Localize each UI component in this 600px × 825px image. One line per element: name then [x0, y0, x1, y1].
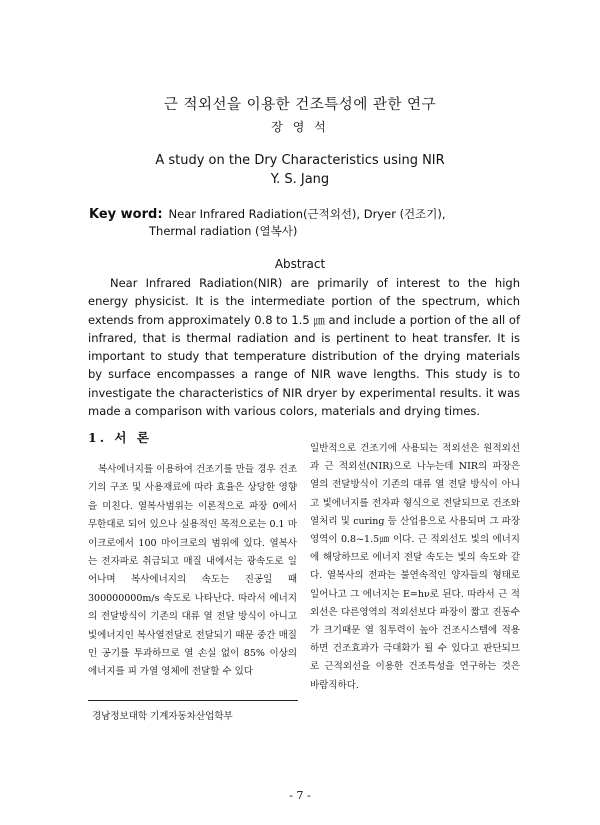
- paper-title-english: A study on the Dry Characteristics using NIR: [155, 153, 445, 168]
- intro-left-column: 복사에너지를 이용하여 건조기를 만들 경우 건조기의 구조 및 사용재료에 따라 효율은 상당한 영향을 미친다. 열복사범위는 이론적으로 파장 0에서 무한대로 되어 있으나 실용적인 목적으로는 0.1 마이크로에서 100 마이크로의 범위에 있다. 열복사는 전자파로 취급되고 매질 내에서는 광속도로 일어나며 복사에너지의 속도는 진공일 때 300000000m/s 속도로 나타난다. 따라서 에너지의 전달방식이 기존의 대류 열 전달 방식이 아니고 빛에너지인 복사열전달로 전달되기 때문 중간 매질인 공기를 투과하므로 열 손실 없이 85% 이상의 에너지를 피 가열 영체에 전달할 수 있다: [88, 464, 297, 678]
- abstract-heading: Abstract: [274, 257, 326, 271]
- keywords-label: Key word:: [89, 207, 163, 222]
- author-name-english: Y. S. Jang: [270, 172, 330, 187]
- keywords-block: [89, 206, 529, 240]
- paper-title-korean: 근 적외선을 이용한 건조특성에 관한 연구: [163, 97, 437, 113]
- keywords-line-1: [89, 206, 529, 223]
- section-heading-introduction: 1. 서 론: [88, 430, 152, 445]
- intro-right-column: 일반적으로 건조기에 사용되는 적외선은 원적외선과 근 적외선(NIR)으로 나누는데 NIR의 파장은 열의 전달방식이 기존의 대류 열 전달 방식이 아니고 빛에너지를 전자파 형식으로 전달되므로 건조와 열처리 및 curing 등 산업용으로 사용되며 그 파장 영역이 0.8~1.5㎛ 이다. 근 적외선도 빛의 에너지에 해당하므로 에너지 전달 속도는 빛의 속도와 같다. 열복사의 전파는 불연속적인 양자들의 형태로 일어나고 그 에너지는 E=hν로 된다. 따라서 근 적외선은 다른영역의 적외선보다 파장이 짧고 진동수가 크기때문 열 침투력이 높아 건조시스템에 적용하면 건조효과가 극대화가 될 수 있다고 판단되므로 근적외선을 이용한 건조특성을 연구하는 것은 바람직하다.: [310, 443, 520, 691]
- keywords-line-2: Thermal radiation (열복사): [149, 224, 298, 238]
- author-name-korean: 장 영 석: [271, 120, 329, 134]
- keywords-text-1: Near Infrared Radiation(근적외선), Dryer (건조기),: [168, 207, 446, 221]
- author-affiliation-footnote: 경남정보대학 기계자동차산업학부: [92, 711, 233, 722]
- abstract-body: Near Infrared Radiation(NIR) are primarily of interest to the high energy physicist. It is the intermediate portion of the spectrum, which extends from approximately 0.8 to 1.5 ㎛ and include a portion of the all of infrared, that is thermal radiation and is pertinent to heat transfer. It is important to study that temperature distribution of the drying materials by surface encompasses a range of NIR wave lengths. This study is to investigate the characteristics of NIR dryer by experimental results. it was made a comparison with various colors, materials and drying times.: [88, 276, 520, 419]
- footnote-divider: [88, 700, 298, 701]
- page-number: - 7 -: [289, 789, 311, 802]
